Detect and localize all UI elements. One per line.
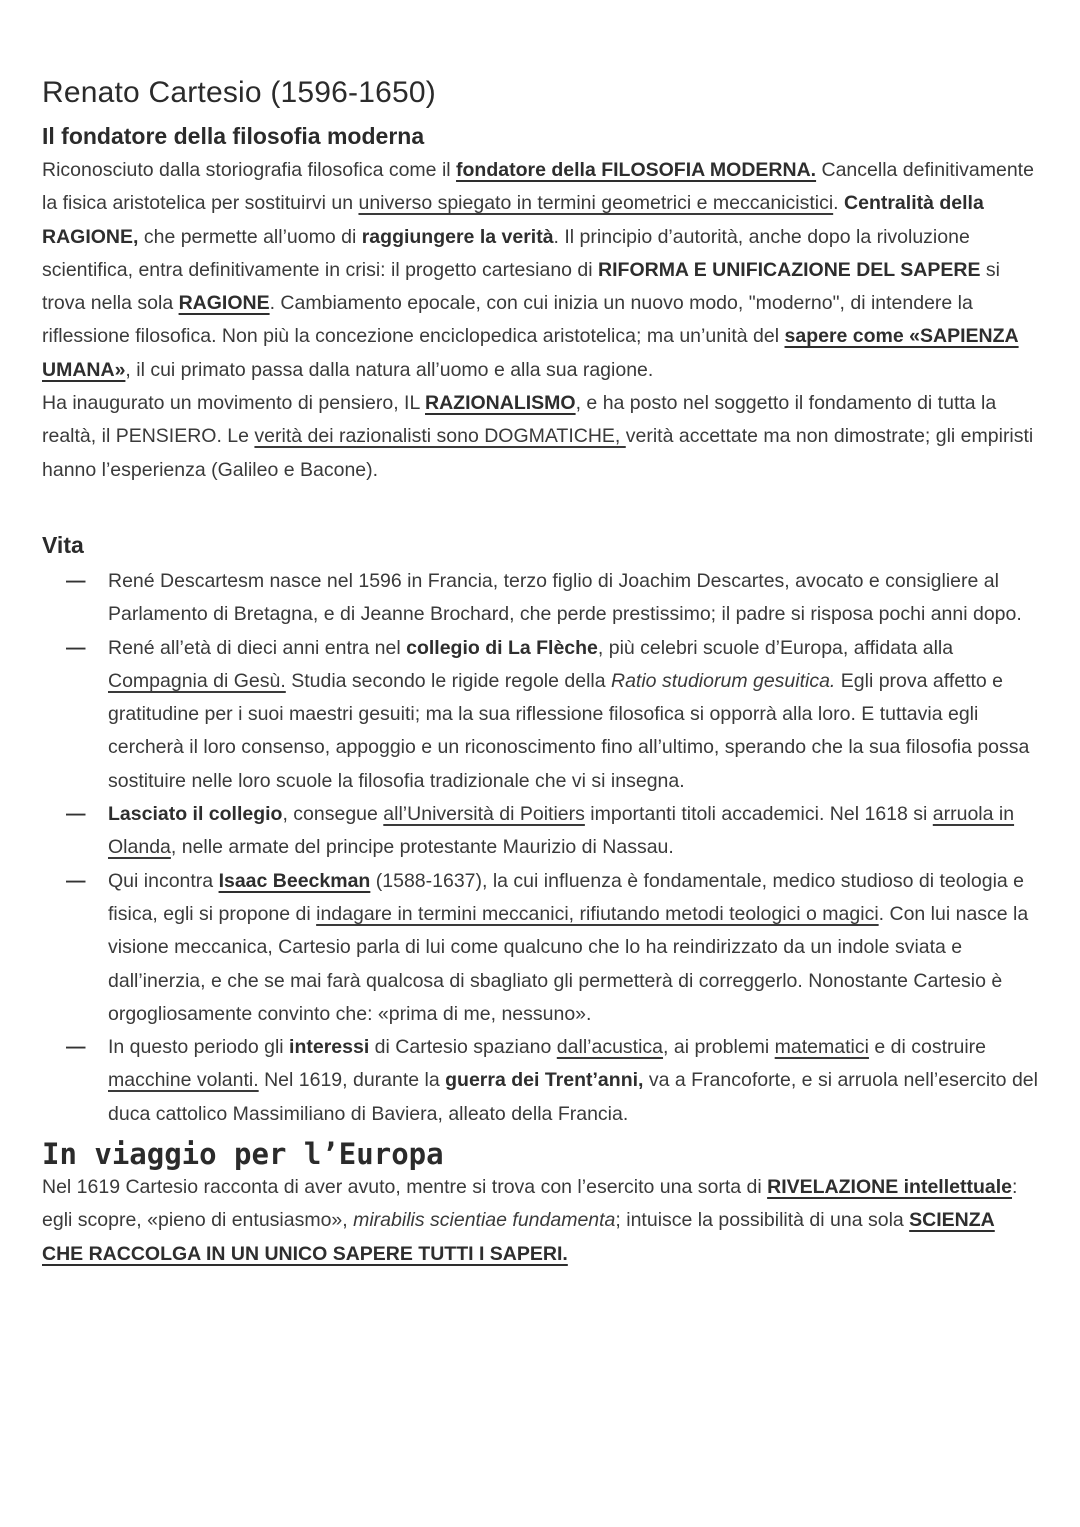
intro-paragraph-2 <box>42 387 1040 487</box>
list-item <box>108 865 1040 1031</box>
section-heading-viaggio: In viaggio per l’Europa <box>42 1137 444 1172</box>
underlined-phrase: indagare in termini meccanici, rifiutando metodi teologici o magici <box>316 902 879 925</box>
bold-phrase: raggiungere la verità <box>361 225 554 248</box>
underlined-phrase: matematici <box>774 1036 869 1059</box>
page-subtitle: Il fondatore della filosofia moderna <box>42 123 425 149</box>
underlined-phrase: SCIENZA CHE RACCOLGA IN UN UNICO SAPERE TUTTI I SAPERI. <box>42 1209 995 1265</box>
italic-phrase: mirabilis scientiae fundamenta <box>353 1209 616 1232</box>
italic-phrase: Ratio studiorum gesuitica. <box>611 669 836 692</box>
text-run: , più celebri scuole d’Europa, affidata alla <box>597 636 954 659</box>
vita-list <box>42 565 1040 1131</box>
text-run: , e ha posto nel soggetto il fondamento di tutta la realtà, il PENSIERO. Le <box>42 392 997 448</box>
underlined-phrase: RIVELAZIONE intellettuale <box>767 1176 1012 1199</box>
text-run: . Il principio d’autorità, anche dopo la rivoluzione scientifica, entra definitivamente in crisi: il progetto cartesiano di <box>42 225 970 281</box>
text-run: Ha inaugurato un movimento di pensiero, IL <box>42 392 426 415</box>
text-run: di Cartesio spaziano <box>369 1036 557 1059</box>
text-run: , il cui primato passa dalla natura all’uomo e alla sua ragione. <box>125 358 654 381</box>
text-run: Nel 1619 Cartesio racconta di aver avuto, mentre si trova con l’esercito una sorta di <box>42 1176 768 1199</box>
bold-phrase: interessi <box>289 1036 370 1059</box>
underlined-phrase: verità dei razionalisti sono DOGMATICHE, <box>254 425 626 448</box>
text-run: che permette all’uomo di <box>138 225 362 248</box>
underlined-phrase: all’Università di Poitiers <box>383 803 585 826</box>
bold-phrase: collegio di La Flèche <box>406 636 598 659</box>
text-run: : egli scopre, «pieno di entusiasmo», <box>42 1176 1018 1232</box>
underlined-phrase: RAGIONE <box>178 292 270 315</box>
text-run: va a Francoforte, e si arruola nell’esercito del duca cattolico Massimiliano di Baviera, alleato della Francia. <box>108 1069 1038 1125</box>
text-run: Egli prova affetto e gratitudine per i suoi maestri gesuiti; ma la sua riflessione filosofica si opporrà alla loro. E tuttavia egli cercherà il loro consenso, appoggio e un riconoscimento fino all’ultimo, sperando che la sua filosofia possa sostituire nelle loro scuole la filosofia tradizionale che vi si insegna. <box>108 669 1030 792</box>
underlined-phrase: macchine volanti. <box>108 1069 259 1092</box>
underlined-phrase: sapere come «SAPIENZA UMANA» <box>42 325 1019 381</box>
text-run: , consegue <box>282 803 384 826</box>
viaggio-paragraph <box>42 1171 1040 1271</box>
list-item <box>108 565 1040 632</box>
text-run: René Descartesm nasce nel 1596 in Francia, terzo figlio di Joachim Descartes, avocato e consigliere al Parlamento di Bretagna, e di Jeanne Brochard, che perde prestissimo; il padre si risposa pochi anni dopo. <box>108 569 1022 626</box>
text-run: verità accettate ma non dimostrate; gli empiristi hanno l’esperienza (Galileo e Bacone). <box>42 425 1034 481</box>
text-run: . <box>833 192 845 215</box>
underlined-phrase: universo spiegato in termini geometrici e meccanicistici <box>358 192 834 215</box>
text-run: si trova nella sola <box>42 258 1000 315</box>
text-run: Nel 1619, durante la <box>258 1069 446 1092</box>
text-run: In questo periodo gli <box>108 1036 290 1059</box>
underlined-phrase: Compagnia di Gesù. <box>108 669 286 692</box>
text-run: , nelle armate del principe protestante Maurizio di Nassau. <box>170 836 674 859</box>
bold-phrase: RIFORMA E UNIFICAZIONE DEL SAPERE <box>598 258 981 281</box>
intro-paragraph <box>42 154 1040 387</box>
text-run: René all’età di dieci anni entra nel <box>108 636 407 659</box>
text-run: Riconosciuto dalla storiografia filosofica come il <box>42 159 457 181</box>
text-run: ; intuisce la possibilità di una sola <box>615 1209 910 1232</box>
bold-phrase: Centralità della RAGIONE, <box>42 192 984 248</box>
text-run: importanti titoli accademici. Nel 1618 si <box>584 803 933 826</box>
text-run: , ai problemi <box>663 1036 775 1059</box>
list-item <box>108 1031 1040 1131</box>
underlined-phrase: fondatore della FILOSOFIA MODERNA. <box>456 159 817 181</box>
section-heading-vita: Vita <box>42 531 84 558</box>
underlined-phrase: RAZIONALISMO <box>425 392 576 415</box>
text-run: . Cambiamento epocale, con cui inizia un nuovo modo, "moderno", di intendere la riflessione filosofica. Non più la concezione enciclopedica aristotelica; ma un’unità del <box>42 292 973 348</box>
page-title: Renato Cartesio (1596-1650) <box>42 76 436 109</box>
text-run: Studia secondo le rigide regole della <box>285 669 611 692</box>
text-run: e di costruire <box>868 1036 987 1059</box>
underlined-phrase: arruola in Olanda <box>108 803 1015 859</box>
text-run: Qui incontra <box>108 869 219 892</box>
list-item <box>108 798 1040 865</box>
bold-phrase: guerra dei Trent’anni, <box>445 1069 644 1092</box>
list-item <box>108 632 1040 798</box>
underlined-phrase: dall’acustica <box>556 1036 664 1059</box>
text-run: Cancella definitivamente la fisica aristotelica per sostituirvi un <box>42 159 1034 215</box>
text-run: (1588-1637), la cui influenza è fondamentale, medico studioso di teologia e fisica, egli si propone di <box>108 869 1025 925</box>
bold-phrase: Lasciato il collegio <box>108 803 283 826</box>
text-run: . Con lui nasce la visione meccanica, Cartesio parla di lui come qualcuno che lo ha reindirizzato da un indole sviata e dall’inerzia, e che se mai farà qualcosa di sbagliato gli permetterà di correggerlo. Nonostante Cartesio è orgogliosamente convinto che: «prima di me, nessuno». <box>108 902 1029 1025</box>
underlined-phrase: Isaac Beeckman <box>218 869 371 892</box>
